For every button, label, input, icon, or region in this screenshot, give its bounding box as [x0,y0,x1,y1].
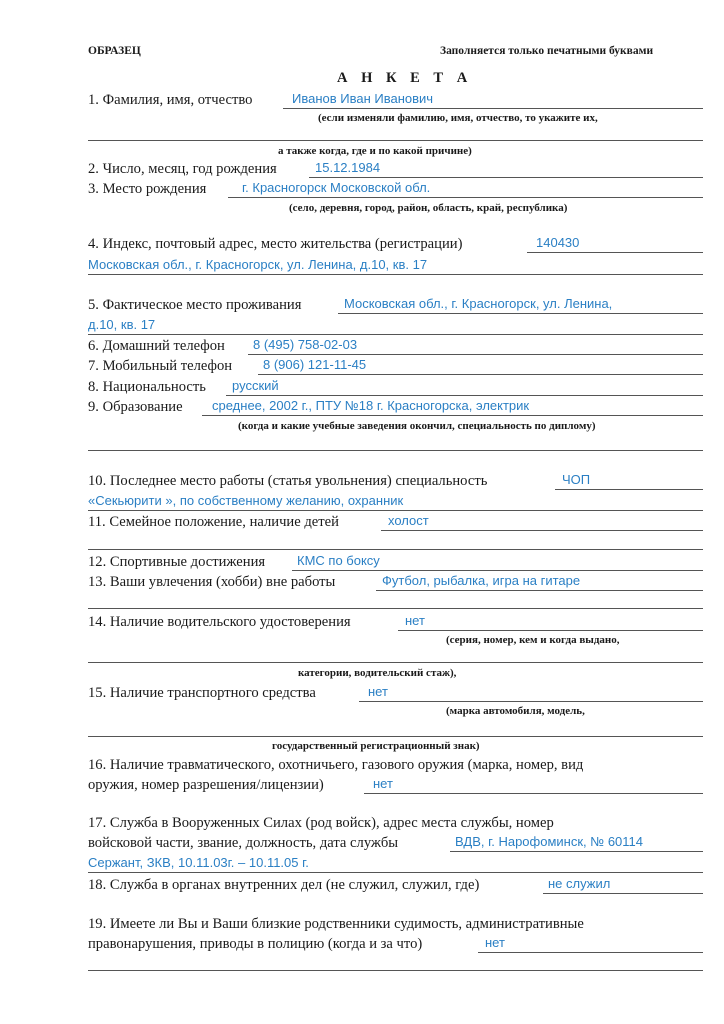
q5-label: 5. Фактическое место проживания [88,297,302,313]
q9-value[interactable]: среднее, 2002 г., ПТУ №18 г. Красногорска, электрик [212,398,530,413]
q10-value[interactable]: ЧОП [562,472,591,487]
q13-value[interactable]: Футбол, рыбалка, игра на гитаре [382,573,581,588]
q17-value2[interactable]: Сержант, ЗКВ, 10.11.03г. – 10.11.05 г. [88,855,309,870]
q9-hint: (когда и какие учебные заведения окончил, специальность по диплому) [238,420,596,432]
q9-label: 9. Образование [88,399,183,415]
q14-line2 [88,662,703,663]
q11-label: 11. Семейное положение, наличие детей [88,514,339,530]
q7-line [258,374,703,375]
q15-line2 [88,736,703,737]
q4-line2 [88,274,703,275]
q13-line [376,590,703,591]
q18-line [543,893,703,894]
q14-label: 14. Наличие водительского удостоверения [88,614,351,630]
q15-label: 15. Наличие транспортного средства [88,685,316,701]
q16-label2: оружия, номер разрешения/лицензии) [88,777,324,793]
q8-value[interactable]: русский [232,378,279,393]
q8-label: 8. Национальность [88,379,206,395]
q1-value[interactable]: Иванов Иван Иванович [292,91,434,106]
q1-line2 [88,140,703,141]
q4-line [527,252,703,253]
q8-line [226,395,703,396]
q14-hint1: (серия, номер, кем и когда выдано, [446,634,620,646]
q3-label: 3. Место рождения [88,181,207,197]
q19-value[interactable]: нет [485,935,505,950]
q2-line [309,177,703,178]
q9-line2 [88,450,703,451]
q18-value[interactable]: не служил [548,876,611,891]
q14-line [398,630,703,631]
q11-value[interactable]: холост [388,513,429,528]
q7-value[interactable]: 8 (906) 121-11-45 [263,357,367,372]
q19-line [478,952,703,953]
q15-hint1: (марка автомобиля, модель, [446,705,585,717]
q5-value[interactable]: Московская обл., г. Красногорск, ул. Ленина, [344,296,613,311]
q15-value[interactable]: нет [368,684,388,699]
q10-line [555,489,703,490]
q17-value[interactable]: ВДВ, г. Нарофоминск, № 60114 [455,834,643,849]
q10-label: 10. Последнее место работы (статья увольнения) специальность [88,473,488,489]
q11-line [381,530,703,531]
print-instruction: Заполняется только печатными буквами [440,45,654,57]
q13-label: 13. Ваши увлечения (хобби) вне работы [88,574,336,590]
q15-hint2: государственный регистрационный знак) [272,740,480,752]
q17-line2 [88,872,703,873]
form-title: А Н К Е Т А [337,70,473,86]
q4-value[interactable]: 140430 [536,235,580,250]
q1-hint2: а также когда, где и по какой причине) [278,145,472,157]
q2-label: 2. Число, месяц, год рождения [88,161,277,177]
q10-value2[interactable]: «Секьюрити », по собственному желанию, охранник [88,493,404,508]
q7-label: 7. Мобильный телефон [88,358,233,374]
q9-line [202,415,703,416]
q12-value[interactable]: КМС по боксу [297,553,380,568]
q1-hint1: (если изменяли фамилию, имя, отчество, то укажите их, [318,112,598,124]
q3-line [228,197,703,198]
q6-label: 6. Домашний телефон [88,338,225,354]
q16-line [364,793,703,794]
q15-line [359,701,703,702]
sample-label: ОБРАЗЕЦ [88,45,141,57]
q3-value[interactable]: г. Красногорск Московской обл. [242,180,431,195]
q2-value[interactable]: 15.12.1984 [315,160,381,175]
q6-line [248,354,703,355]
q16-label1: 16. Наличие травматического, охотничьего, газового оружия (марка, номер, вид [88,757,584,773]
q4-label: 4. Индекс, почтовый адрес, место жительства (регистрации) [88,236,463,252]
q4-value2[interactable]: Московская обл., г. Красногорск, ул. Ленина, д.10, кв. 17 [88,257,428,272]
q12-line [292,570,703,571]
q14-value[interactable]: нет [405,613,425,628]
q5-line2 [88,334,703,335]
q17-label1: 17. Служба в Вооруженных Силах (род войск), адрес места службы, номер [88,815,554,831]
q6-value[interactable]: 8 (495) 758-02-03 [253,337,358,352]
q10-line2 [88,510,703,511]
q1-label: 1. Фамилия, имя, отчество [88,92,253,108]
q19-line2 [88,970,703,971]
q19-label1: 19. Имеете ли Вы и Ваши близкие родственники судимость, административные [88,916,584,932]
q18-label: 18. Служба в органах внутренних дел (не служил, служил, где) [88,877,480,893]
q13-line2 [88,608,703,609]
q1-line [283,108,703,109]
q5-line [338,313,703,314]
q17-label2: войсковой части, звание, должность, дата службы [88,835,399,851]
q19-label2: правонарушения, приводы в полицию (когда и за что) [88,936,423,952]
q11-line2 [88,549,703,550]
q3-hint: (село, деревня, город, район, область, край, республика) [289,202,568,214]
q5-value2[interactable]: д.10, кв. 17 [88,317,156,332]
q12-label: 12. Спортивные достижения [88,554,266,570]
q16-value[interactable]: нет [373,776,393,791]
q14-hint2: категории, водительский стаж), [298,667,457,679]
q17-line [450,851,703,852]
